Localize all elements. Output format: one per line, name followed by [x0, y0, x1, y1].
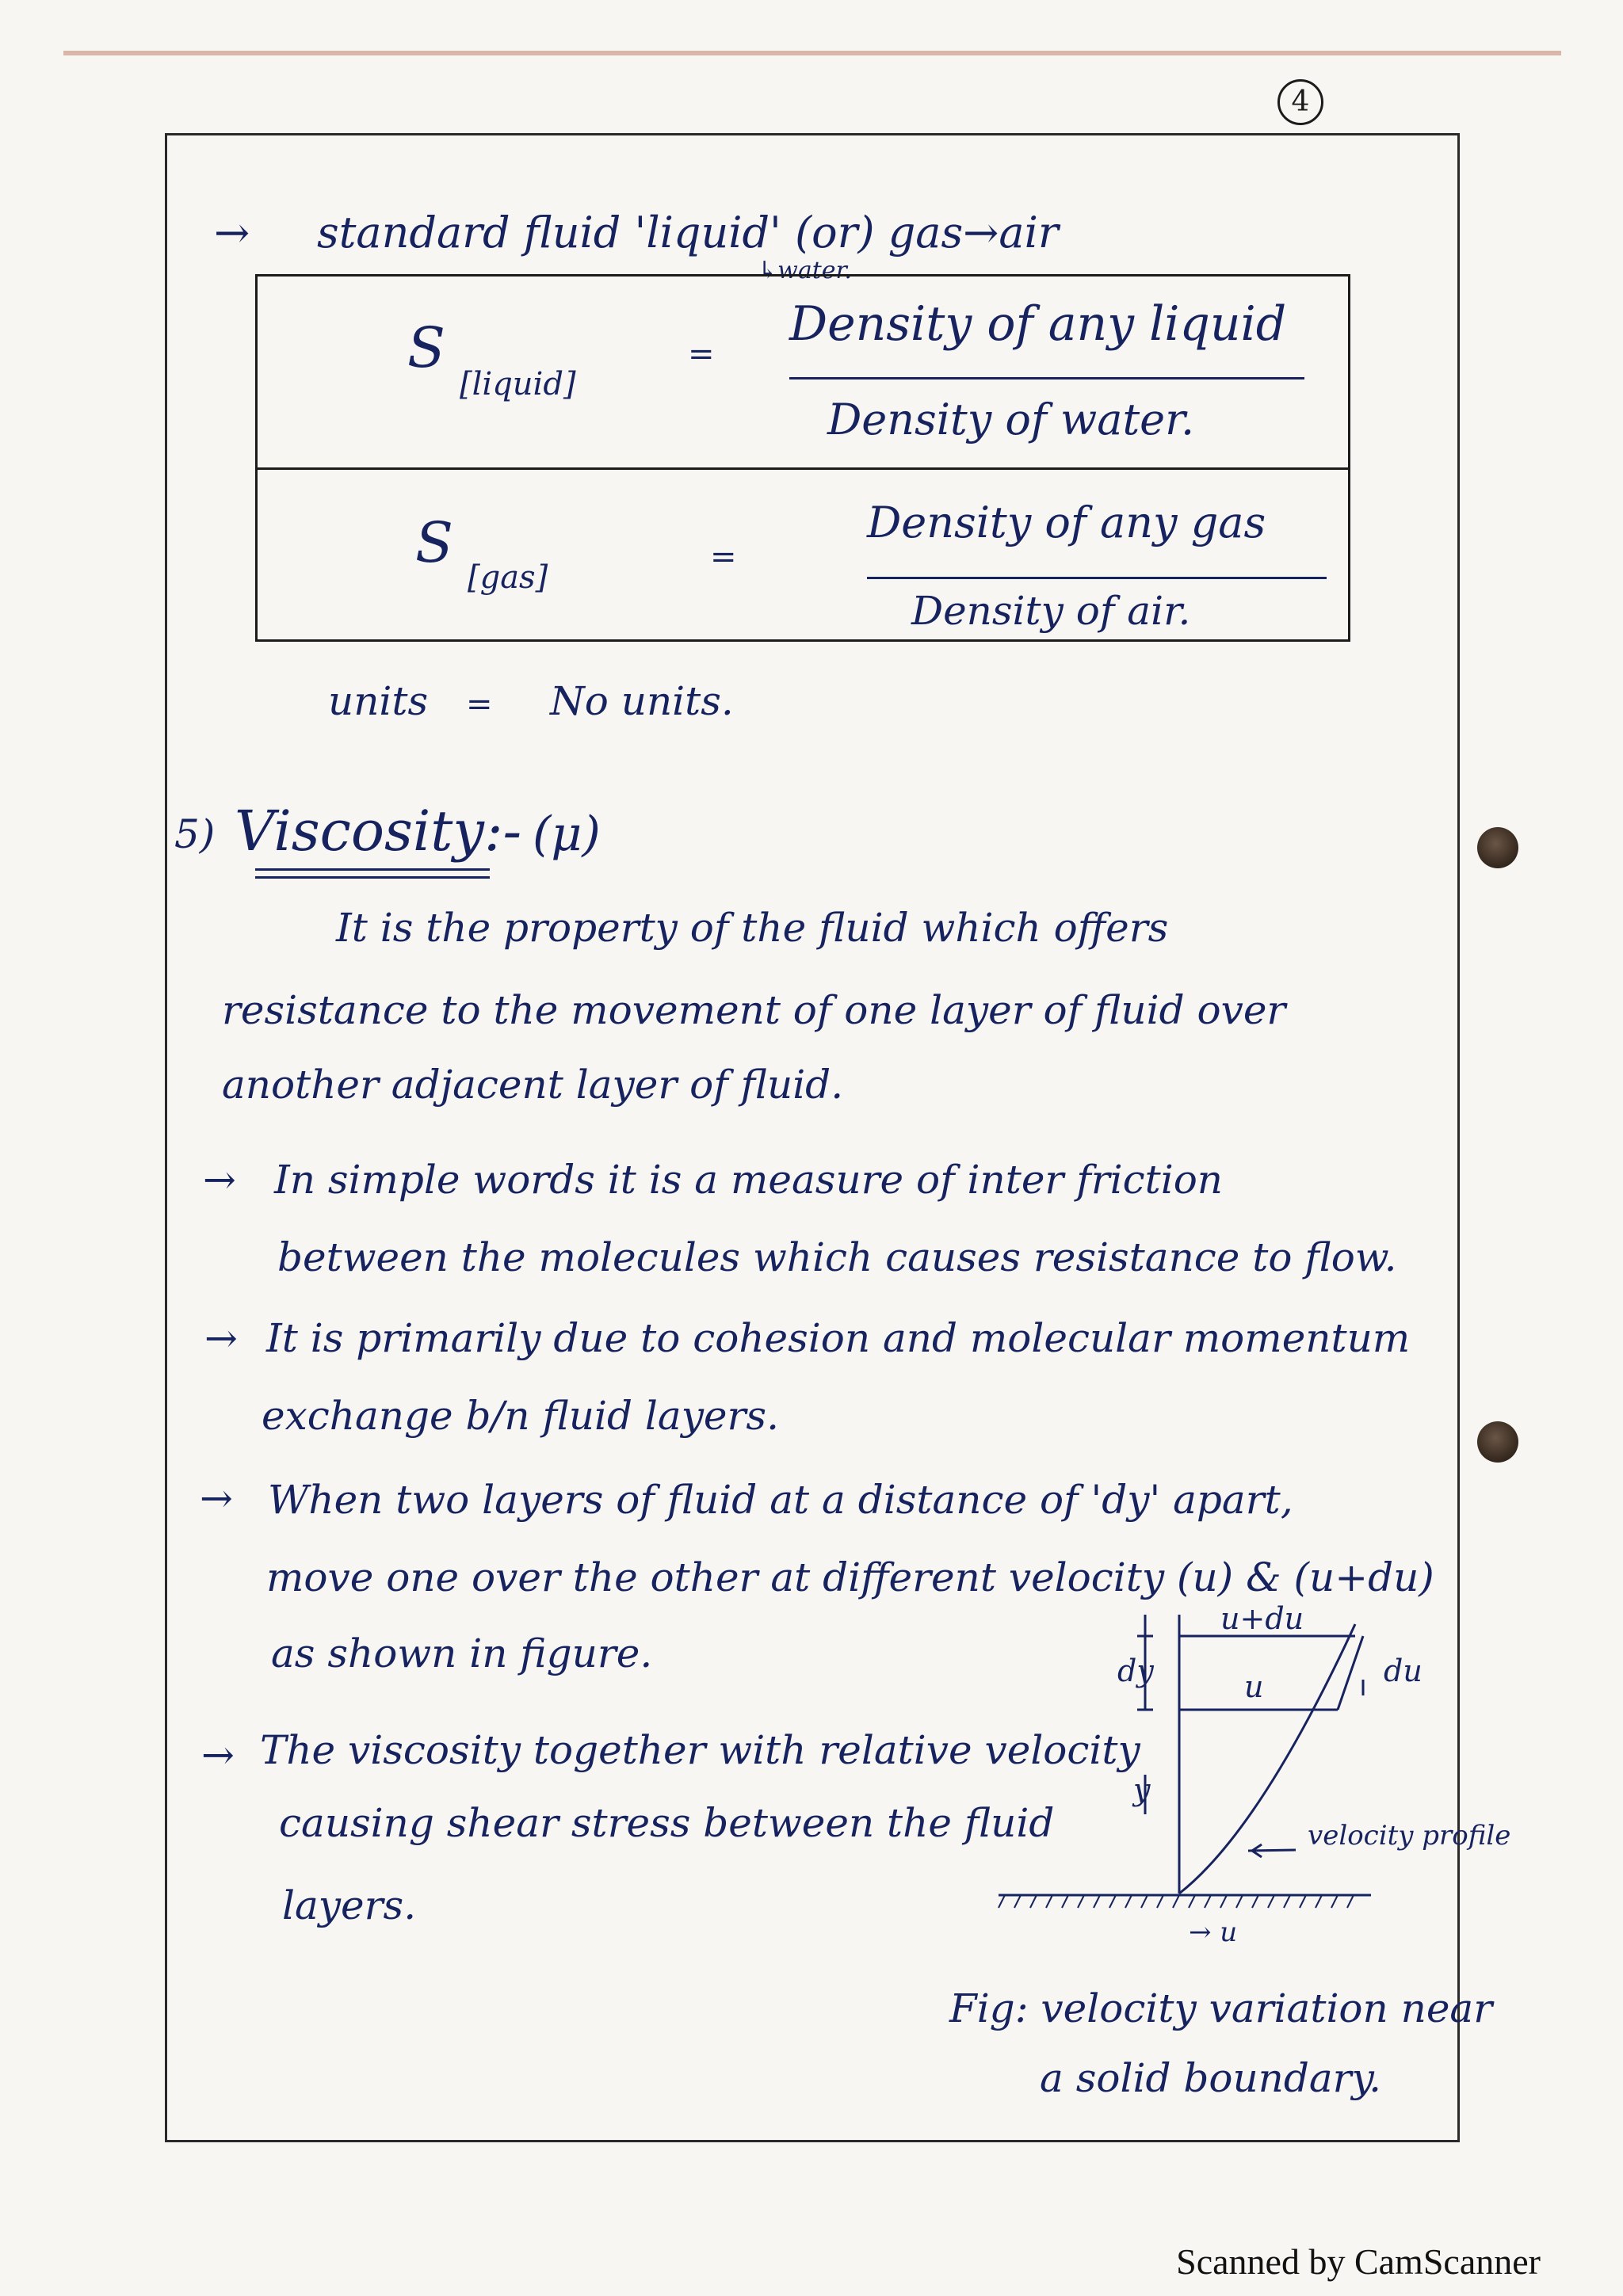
standard-fluid-note: ↳water. [758, 257, 853, 284]
arrow-icon: → [200, 1475, 233, 1521]
bullet-line: In simple words it is a measure of inter friction [274, 1157, 1223, 1203]
velocity-profile-figure [983, 1592, 1511, 1973]
label-u: u [1244, 1669, 1264, 1704]
label-y: y [1133, 1772, 1151, 1807]
figure-caption-line: Fig: velocity variation near [949, 1985, 1493, 2031]
equals-sign: = [710, 539, 737, 575]
heading-underline [255, 868, 490, 871]
page-top-edge [63, 51, 1561, 55]
viscosity-symbol: (μ) [533, 807, 601, 862]
sg-symbol: S [407, 315, 445, 380]
scanner-watermark: Scanned by CamScanner [1176, 2241, 1541, 2282]
bullet-line: The viscosity together with relative velocity [260, 1727, 1140, 1773]
fraction-denominator: Density of water. [827, 395, 1195, 444]
sg-subscript: [liquid] [460, 366, 576, 402]
figure-caption-line: a solid boundary. [1040, 2055, 1382, 2101]
units-label: units [328, 678, 429, 724]
label-arrow-u: → u [1189, 1917, 1238, 1948]
bullet-line: as shown in figure. [271, 1630, 653, 1676]
bullet-line: between the molecules which causes resistance to flow. [277, 1234, 1397, 1280]
arrow-icon: → [214, 208, 250, 257]
punch-hole-top [1477, 827, 1518, 868]
label-velocity-profile: velocity profile [1308, 1820, 1511, 1852]
table-divider [255, 467, 1348, 470]
definition-line: another adjacent layer of fluid. [222, 1062, 844, 1108]
heading-underline [255, 876, 490, 879]
fraction-numerator: Density of any liquid [789, 296, 1287, 352]
bullet-line: When two layers of fluid at a distance of 'dy' apart, [268, 1477, 1293, 1523]
fraction-line [789, 377, 1304, 379]
fraction-denominator: Density of air. [911, 588, 1191, 634]
sg-symbol: S [415, 510, 453, 575]
bullet-line: causing shear stress between the fluid [279, 1800, 1055, 1846]
du-line [1338, 1636, 1363, 1710]
fraction-line [867, 577, 1327, 579]
label-du: du [1384, 1653, 1423, 1688]
page-number: 4 [1277, 79, 1323, 125]
bullet-line: It is primarily due to cohesion and molecular momentum [266, 1315, 1411, 1361]
arrow-icon: → [203, 1157, 236, 1203]
section-heading: Viscosity:- [235, 799, 522, 864]
equals-sign: = [688, 336, 715, 372]
standard-fluid-text: standard fluid 'liquid' (or) gas→air [317, 208, 1059, 257]
section-number: 5) [174, 811, 216, 857]
definition-line: It is the property of the fluid which offers [336, 905, 1169, 951]
label-u-plus-du: u+du [1220, 1601, 1304, 1636]
profile-pointer-line [1248, 1850, 1296, 1851]
arrow-icon: → [201, 1732, 235, 1778]
bullet-line: exchange b/n fluid layers. [262, 1393, 779, 1439]
units-value: No units. [550, 678, 734, 724]
boundary-hatching [999, 1895, 1354, 1908]
bullet-line: move one over the other at different velocity (u) & (u+du) [266, 1554, 1434, 1600]
arrow-icon: → [204, 1315, 238, 1361]
punch-hole-bottom [1477, 1421, 1518, 1463]
fraction-numerator: Density of any gas [867, 498, 1266, 547]
velocity-profile-curve [1179, 1624, 1355, 1894]
label-dy: dy [1117, 1653, 1154, 1688]
bullet-line: layers. [282, 1882, 417, 1928]
sg-subscript: [gas] [468, 559, 548, 596]
definition-line: resistance to the movement of one layer of fluid over [222, 987, 1286, 1033]
units-equals: = [466, 686, 493, 723]
